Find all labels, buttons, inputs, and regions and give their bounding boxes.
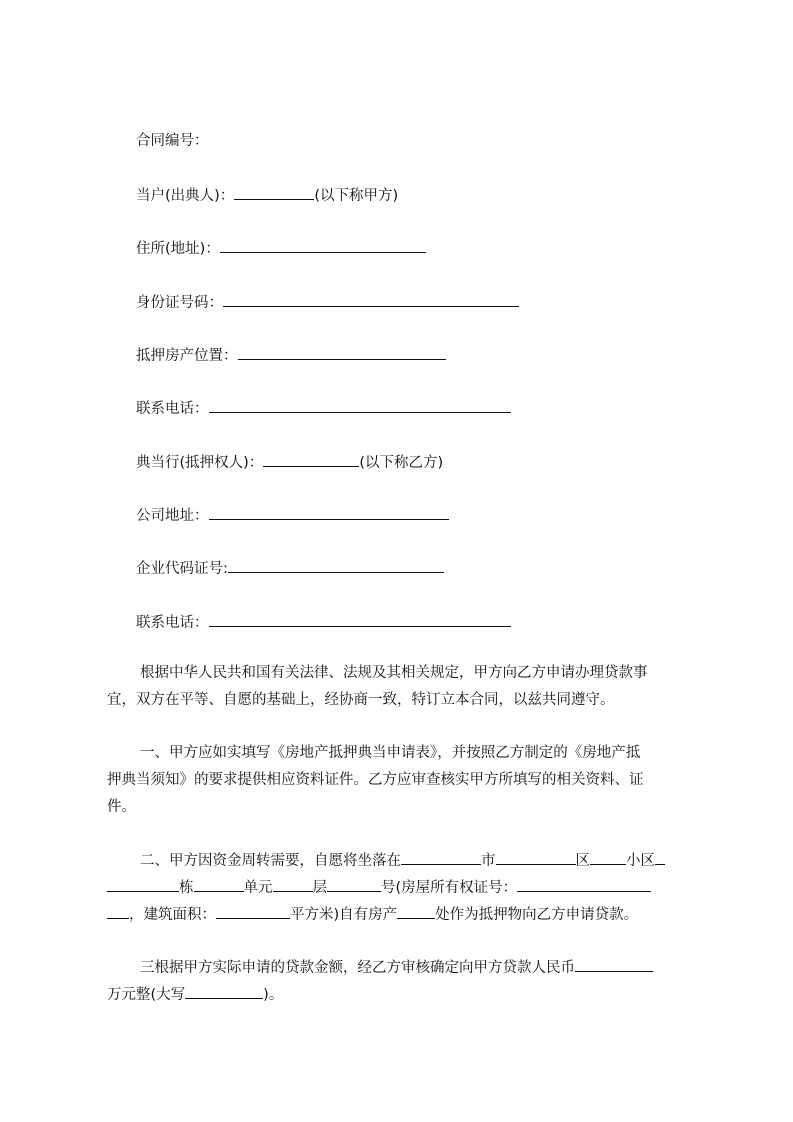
pawner-suffix: (以下称甲方): [314, 188, 399, 204]
clause-3-close: )。: [263, 987, 284, 1003]
estate-blank[interactable]: [590, 850, 626, 865]
clause-2-line-1: [140, 850, 665, 871]
clause-3-text: 三根据甲方实际申请的贷款金额，经乙方审核确定向甲方贷款人民币: [140, 960, 575, 976]
clause-2-room: 号(房屋所有权证号：: [381, 880, 518, 896]
clause-2-unit: 单元: [243, 880, 273, 896]
company-address-label: 公司地址：: [136, 508, 209, 524]
city-blank[interactable]: [401, 850, 481, 865]
phone-label-pawnshop: 联系电话：: [136, 615, 209, 631]
preamble-line-1: 根据中华人民共和国有关法律、法规及其相关规定，甲方向乙方申请办理贷款事: [140, 665, 648, 681]
clause-2-text-a: 二、甲方因资金周转需要，自愿将坐落在: [140, 853, 401, 869]
clause-2-tail: 处作为抵押物向乙方申请贷款。: [435, 907, 639, 923]
address-blank[interactable]: [220, 238, 426, 253]
pawner-name-blank[interactable]: [234, 185, 314, 200]
address-label: 住所(地址)：: [136, 241, 220, 257]
property-blank[interactable]: [397, 904, 435, 919]
clause-2-area-label: ，建筑面积：: [129, 907, 216, 923]
company-address-blank[interactable]: [209, 505, 449, 520]
phone-line-pawnshop: [136, 612, 511, 633]
clause-2-area-unit: 平方米)自有房产: [290, 907, 398, 923]
property-location-blank[interactable]: [238, 345, 446, 360]
clause-1-line-3: 件。: [107, 799, 136, 815]
certificate-blank[interactable]: [517, 877, 651, 892]
certificate-tail-blank[interactable]: [107, 904, 129, 919]
pawnshop-line: [136, 452, 443, 473]
clause-1-line-1: 一、甲方应如实填写《房地产抵押典当申请表》，并按照乙方制定的《房地产抵: [140, 745, 641, 761]
clause-1-line-2: 押典当须知》的要求提供相应资料证件。乙方应审查核实甲方所填写的相关资料、证: [107, 772, 644, 788]
enterprise-code-line: [136, 558, 444, 579]
company-address-line: [136, 505, 449, 526]
clause-2-city: 市: [481, 853, 496, 869]
pawnshop-label: 典当行(抵押权人)：: [136, 455, 264, 471]
contract-number-label: 合同编号：: [136, 133, 209, 149]
id-number-label: 身份证号码：: [136, 295, 223, 311]
floor-blank[interactable]: [273, 877, 313, 892]
contract-number-line: [136, 131, 209, 151]
clause-2-line-2: [107, 877, 651, 898]
property-location-line: [136, 345, 446, 366]
unit-blank[interactable]: [194, 877, 244, 892]
amount-uppercase-blank[interactable]: [185, 984, 263, 999]
area-blank[interactable]: [216, 904, 290, 919]
pawner-label: 当户(出典人)：: [136, 188, 235, 204]
phone-blank-pawnshop[interactable]: [209, 612, 511, 627]
pawner-line: [136, 185, 398, 206]
building-blank[interactable]: [107, 877, 179, 892]
phone-label-pawner: 联系电话：: [136, 401, 209, 417]
id-number-blank[interactable]: [223, 292, 519, 307]
preamble-line-2: 宜，双方在平等、自愿的基础上，经协商一致，特订立本合同，以兹共同遵守。: [107, 692, 615, 708]
clause-3-line-2: [107, 984, 283, 1005]
enterprise-code-blank[interactable]: [228, 558, 444, 573]
phone-line-pawner: [136, 398, 511, 419]
clause-2-building: 栋: [179, 880, 194, 896]
clause-2-district: 区: [575, 853, 590, 869]
clause-2-floor: 层: [312, 880, 327, 896]
room-blank[interactable]: [327, 877, 381, 892]
phone-blank-pawner[interactable]: [209, 398, 511, 413]
enterprise-code-label: 企业代码证号:: [136, 561, 228, 577]
clause-2-estate: 小区: [626, 853, 655, 869]
clause-3-amount-label: 万元整(大写: [107, 987, 186, 1003]
property-location-label: 抵押房产位置：: [136, 348, 238, 364]
id-number-line: [136, 292, 519, 313]
pawnshop-name-blank[interactable]: [263, 452, 359, 467]
district-blank[interactable]: [496, 850, 576, 865]
clause-3-line-1: [140, 957, 653, 978]
clause-2-line-3: [107, 904, 638, 925]
estate-tail-blank[interactable]: [655, 850, 665, 865]
loan-amount-blank[interactable]: [575, 957, 653, 972]
address-line: [136, 238, 426, 259]
pawnshop-suffix: (以下称乙方): [359, 455, 444, 471]
